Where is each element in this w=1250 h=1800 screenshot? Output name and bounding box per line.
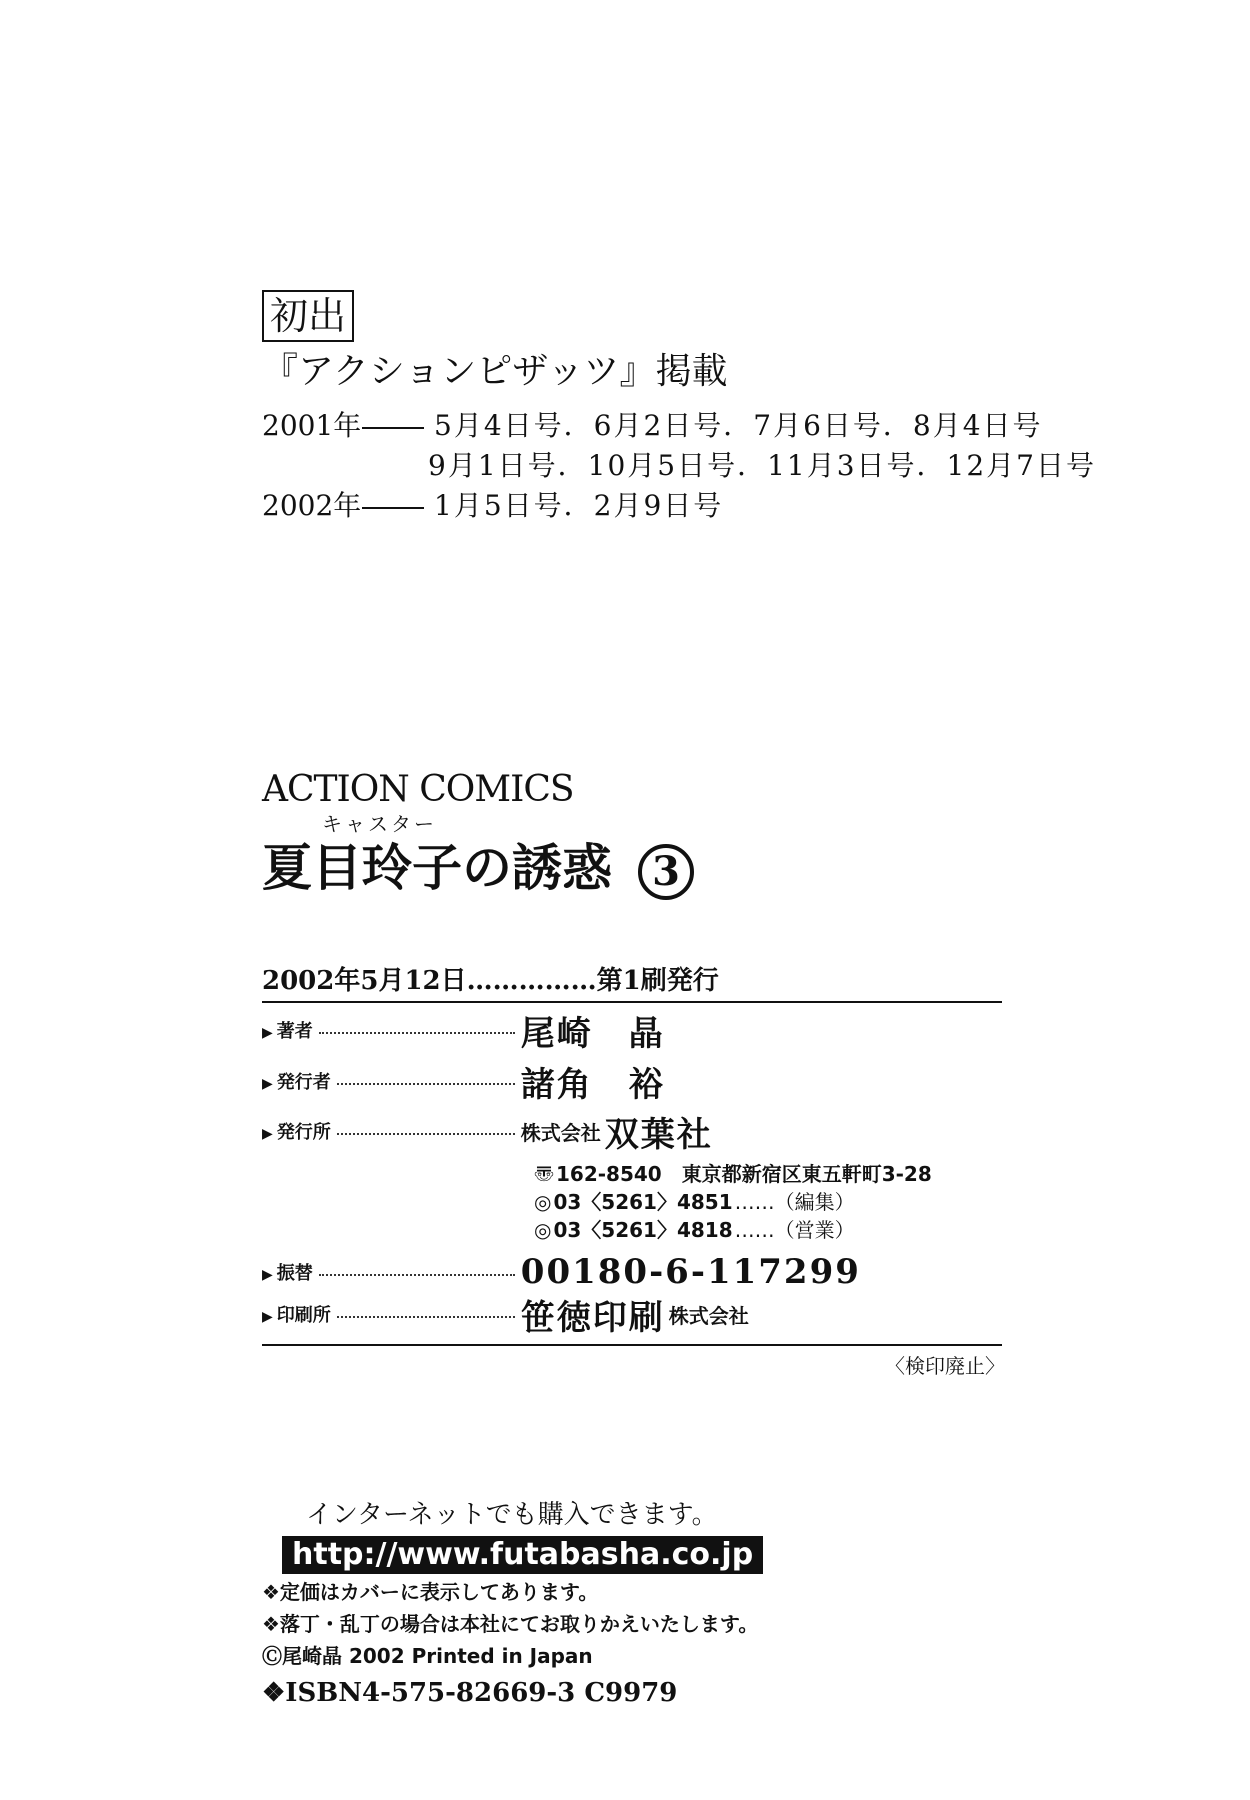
publisher-person-name: 諸角 裕: [520, 1064, 665, 1105]
dash-line: [362, 507, 424, 509]
divider-bottom: [262, 1344, 1002, 1346]
phone-sales: ◎ 03〈5261〉4818 ……（営業）: [534, 1218, 855, 1242]
internet-purchase-note: インターネットでも購入できます。: [306, 1500, 718, 1530]
phone-mark-icon: ◎: [534, 1190, 552, 1214]
isbn-line: ❖ISBN4-575-82669-3 C9979: [262, 1678, 678, 1708]
publisher-name: 双葉社: [604, 1114, 713, 1155]
triangle-icon: ▶: [262, 1076, 273, 1092]
author-label: ▶ 著者: [262, 1021, 313, 1042]
defect-note: ❖落丁・乱丁の場合は本社にてお取りかえいたします。: [262, 1612, 759, 1636]
publication-date: 2002年5月12日……………第1刷発行: [262, 966, 719, 996]
publisher-label: ▶ 発行所: [262, 1122, 331, 1143]
printer-suffix: 株式会社: [668, 1303, 749, 1328]
dash-line: [362, 427, 424, 429]
publisher-url[interactable]: http://www.futabasha.co.jp: [282, 1536, 763, 1574]
leader-dots: [337, 1083, 515, 1085]
publisher-person-row: [262, 1057, 1002, 1105]
printer-name: 笹徳印刷: [520, 1297, 665, 1338]
price-note: ❖定価はカバーに表示してあります。: [262, 1580, 599, 1604]
series-name: ACTION COMICS: [262, 769, 574, 810]
title-ruby: キャスター: [322, 812, 437, 836]
printer-label: ▶ 印刷所: [262, 1305, 331, 1326]
leader-dots: [337, 1316, 515, 1318]
book-title-text: 夏目玲子の誘惑: [262, 838, 612, 897]
leader-dots: [319, 1032, 515, 1034]
leader-dots: [337, 1133, 515, 1135]
volume-number: 3: [638, 844, 694, 900]
author-name: 尾崎 晶: [520, 1013, 665, 1054]
transfer-account: 00180-6-117299: [520, 1252, 861, 1292]
triangle-icon: ▶: [262, 1025, 273, 1041]
leader-dots: [319, 1274, 515, 1276]
publication-year: 2002年: [262, 489, 362, 522]
publication-dates: 5月4日号．6月2日号．7月6日号．8月4日号: [434, 409, 1043, 442]
postal-mark-icon: 〠: [534, 1162, 554, 1186]
publication-row-2002: [262, 486, 723, 526]
stamp-abolished-note: 〈検印廃止〉: [885, 1354, 1005, 1378]
publication-year: 2001年: [262, 409, 362, 442]
first-appearance-label: 初出: [262, 290, 354, 342]
publication-row-2001-cont: 9月1日号．10月5日号．11月3日号．12月7日号: [428, 449, 1096, 482]
publication-dates: 1月5日号．2月9日号: [434, 489, 724, 522]
book-title: [262, 838, 694, 900]
publisher-address: 〠 162-8540 東京都新宿区東五軒町3-28: [534, 1162, 932, 1186]
magazine-credit: 『アクションピザッツ』掲載: [262, 351, 728, 392]
author-row: [262, 1006, 1002, 1054]
triangle-icon: ▶: [262, 1309, 273, 1325]
triangle-icon: ▶: [262, 1126, 273, 1142]
publisher-row: [262, 1107, 1002, 1155]
printer-row: [262, 1290, 1002, 1338]
divider-top: [262, 1001, 1002, 1003]
triangle-icon: ▶: [262, 1267, 273, 1283]
copyright-line: Ⓒ尾崎晶 2002 Printed in Japan: [262, 1644, 593, 1668]
publisher-person-label: ▶ 発行者: [262, 1072, 331, 1093]
phone-editorial: ◎ 03〈5261〉4851 ……（編集）: [534, 1190, 855, 1214]
publisher-prefix: 株式会社: [520, 1120, 601, 1145]
phone-mark-icon: ◎: [534, 1218, 552, 1242]
publication-row-2001: [262, 406, 1043, 446]
transfer-label: ▶ 振替: [262, 1263, 313, 1284]
